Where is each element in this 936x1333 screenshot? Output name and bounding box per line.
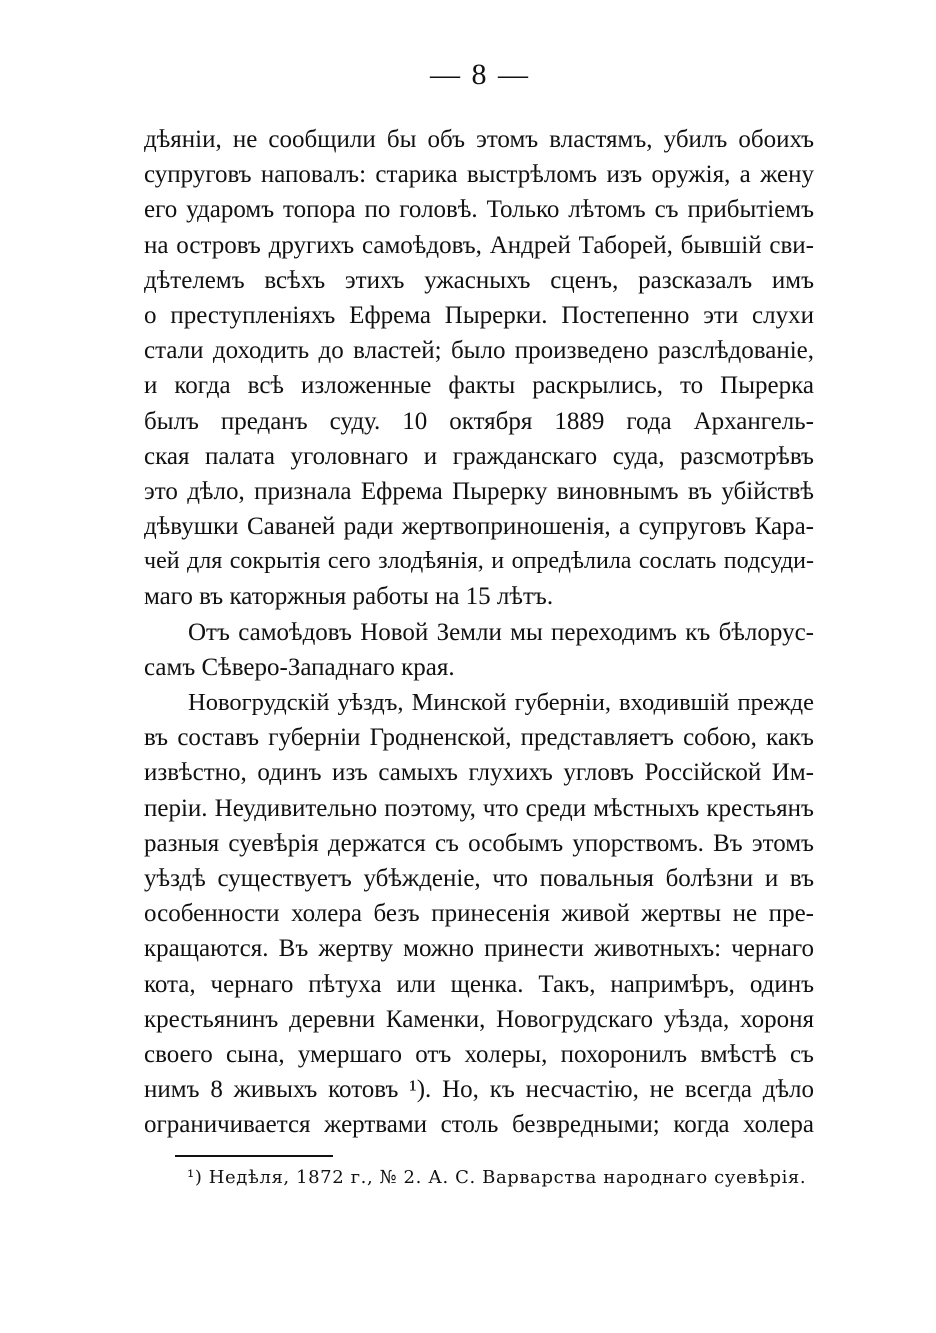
text-line: кота, чернаго пѣтуха или щенка. Такъ, напримѣръ, одинъ <box>144 970 814 998</box>
text-line: дѣтелемъ всѣхъ этихъ ужасныхъ сценъ, разсказалъ имъ <box>144 266 814 294</box>
text-line: о преступленіяхъ Ефрема Пырерки. Постепенно эти слухи <box>144 301 814 329</box>
text-line: его ударомъ топора по головѣ. Только лѣтомъ съ прибытіемъ <box>144 196 814 224</box>
text-line: и когда всѣ изложенные факты раскрылись, то Пырерка <box>144 372 814 400</box>
text-line: маго въ каторжныя работы на 15 лѣтъ. <box>144 583 554 611</box>
text-line: былъ преданъ суду. 10 октября 1889 года Архангель- <box>144 407 814 435</box>
text-line: уѣздѣ существуетъ убѣжденіе, что повальныя болѣзни и въ <box>144 864 814 892</box>
text-line: разныя суевѣрія держатся съ особымъ упорствомъ. Въ этомъ <box>144 829 814 857</box>
text-line: дѣвушки Саваней ради жертвоприношенія, а супруговъ Кара- <box>144 513 814 541</box>
text-line: чей для сокрытія сего злодѣянія, и опредѣлила сослать подсуди- <box>144 548 814 575</box>
paragraph-start-line: Новогрудскій уѣздъ, Минской губерніи, входившій прежде <box>188 689 814 716</box>
text-line: своего сына, умершаго отъ холеры, похоронилъ вмѣстѣ съ <box>144 1040 814 1068</box>
page-number: — 8 — <box>430 58 530 91</box>
body-text <box>144 122 814 1142</box>
text-line: это дѣло, признала Ефрема Пырерку виновнымъ въ убійствѣ <box>144 477 814 505</box>
text-line: ограничивается жертвами столь безвредными; когда холера <box>144 1111 814 1139</box>
text-line: періи. Неудивительно поэтому, что среди мѣстныхъ крестьянъ <box>144 794 814 822</box>
footnote: ¹) Недѣля, 1872 г., № 2. А. С. Варварства народнаго суевѣрія. <box>187 1167 807 1188</box>
text-line: нимъ 8 живыхъ котовъ ¹). Но, къ несчастію, не всегда дѣло <box>144 1076 814 1104</box>
text-line: на островъ другихъ самоѣдовъ, Андрей Таборей, бывшій сви- <box>144 231 814 259</box>
text-line: особенности холера безъ принесенія живой жертвы не пре- <box>144 900 814 928</box>
text-line: извѣстно, одинъ изъ самыхъ глухихъ угловъ Россійской Им- <box>144 759 814 787</box>
text-line: дѣяніи, не сообщили бы объ этомъ властямъ, убилъ обоихъ <box>144 126 814 153</box>
footnote-separator <box>175 1155 333 1157</box>
text-line: ская палата уголовнаго и гражданскаго суда, разсмотрѣвъ <box>144 442 814 470</box>
text-line: стали доходить до властей; было произведено разслѣдованіе, <box>144 337 814 365</box>
text-line: крестьянинъ деревни Каменки, Новогрудскаго уѣзда, хороня <box>144 1005 814 1033</box>
text-line: въ составъ губерніи Гродненской, представляетъ собою, какъ <box>144 724 814 752</box>
text-line: кращаются. Въ жертву можно принести животныхъ: чернаго <box>144 935 814 963</box>
text-line: самъ Сѣверо-Западнаго края. <box>144 653 455 681</box>
paragraph-start-line: Отъ самоѣдовъ Новой Земли мы переходимъ къ бѣлорус- <box>188 618 814 646</box>
text-line: супруговъ наповалъ: старика выстрѣломъ изъ оружія, а жену <box>144 161 814 189</box>
